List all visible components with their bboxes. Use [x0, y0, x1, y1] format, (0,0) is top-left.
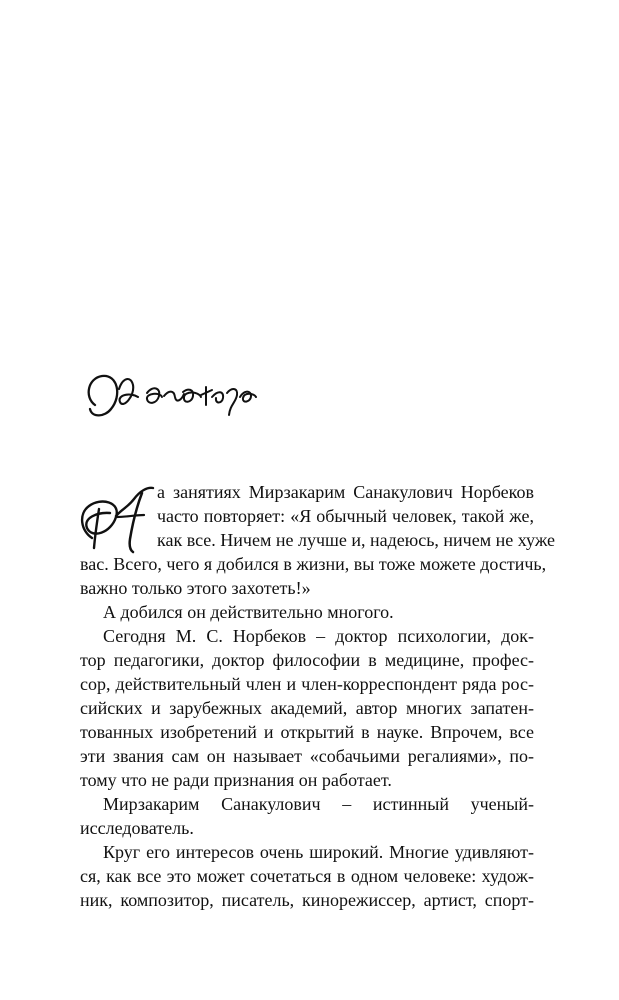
body-text-line: эти звания сам он называет «собачьими регалиями», по- [80, 746, 534, 766]
body-text-line: ник, композитор, писатель, кинорежиссер, артист, спорт- [80, 890, 534, 910]
body-text-line: сийских и зарубежных академий, автор многих запатен- [80, 698, 534, 718]
body-text-line: тованных изобретений и открытий в науке. Впрочем, все [80, 722, 534, 742]
body-text-line: как все. Ничем не лучше и, надеюсь, ничем не хуже [157, 530, 556, 550]
body-text-line: исследователь. [80, 818, 194, 838]
body-text-line: важно только этого захотеть!» [80, 578, 311, 598]
body-text-line: Сегодня М. С. Норбеков – доктор психологии, док- [103, 626, 534, 646]
body-text-line: Мирзакарим Санакулович – истинный ученый- [103, 794, 534, 814]
body-text-line: вас. Всего, чего я добился в жизни, вы тоже можете достичь, [80, 554, 547, 574]
body-text-line: сор, действительный член и член-корреспондент ряда рос- [80, 674, 534, 694]
body-text-line: а занятиях Мирзакарим Санакулович Норбеков [157, 482, 534, 502]
body-text-line: тому что не ради признания он работает. [80, 770, 392, 790]
body-text-line: часто повторяет: «Я обычный человек, такой же, [157, 506, 534, 526]
body-text-line: тор педагогики, доктор философии в медицине, профес- [80, 650, 534, 670]
drop-cap [72, 478, 158, 558]
chapter-heading [80, 362, 260, 432]
body-text-line: ся, как все это может сочетаться в одном человеке: худож- [80, 866, 534, 886]
body-text-line: Круг его интересов очень широкий. Многие удивляют- [103, 842, 534, 862]
body-text-line: А добился он действительно многого. [103, 602, 394, 622]
